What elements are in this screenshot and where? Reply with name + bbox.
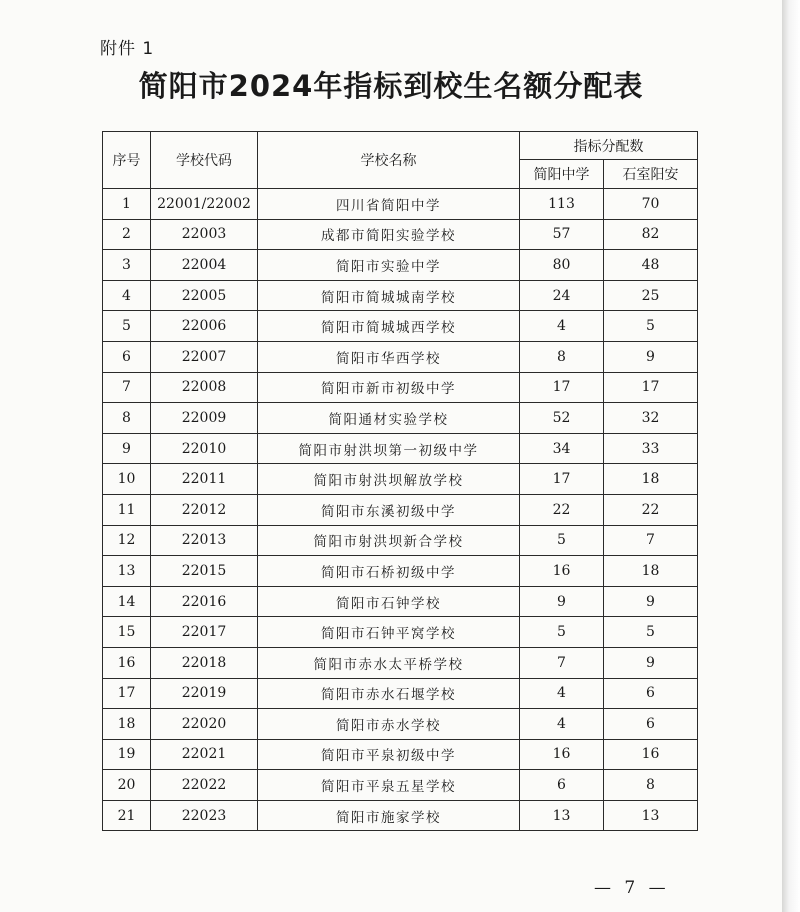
cell-school-code: 22008 — [151, 372, 258, 403]
cell-jianyang-middle: 34 — [520, 433, 604, 464]
cell-school-name: 简阳市射洪坝新合学校 — [258, 525, 520, 556]
cell-jianyang-middle: 7 — [520, 647, 604, 678]
cell-jianyang-middle: 80 — [520, 250, 604, 281]
cell-school-code: 22022 — [151, 770, 258, 801]
cell-school-code: 22004 — [151, 250, 258, 281]
cell-school-code: 22009 — [151, 403, 258, 434]
table-row — [103, 189, 698, 220]
cell-index: 2 — [103, 219, 151, 250]
cell-jianyang-middle: 57 — [520, 219, 604, 250]
cell-school-code: 22010 — [151, 433, 258, 464]
table-row — [103, 586, 698, 617]
cell-shishi-yangan: 18 — [604, 464, 698, 495]
cell-school-name: 简阳市赤水石堰学校 — [258, 678, 520, 709]
cell-jianyang-middle: 8 — [520, 341, 604, 372]
cell-jianyang-middle: 13 — [520, 800, 604, 831]
cell-school-name: 简阳市简城城西学校 — [258, 311, 520, 342]
table-row — [103, 739, 698, 770]
cell-school-name: 简阳市射洪坝解放学校 — [258, 464, 520, 495]
cell-shishi-yangan: 22 — [604, 494, 698, 525]
table-row — [103, 433, 698, 464]
header-shishi-yangan: 石室阳安 — [604, 160, 698, 189]
page-edge-shadow — [782, 0, 800, 912]
cell-shishi-yangan: 9 — [604, 586, 698, 617]
cell-jianyang-middle: 17 — [520, 372, 604, 403]
cell-shishi-yangan: 9 — [604, 341, 698, 372]
cell-shishi-yangan: 16 — [604, 739, 698, 770]
cell-shishi-yangan: 8 — [604, 770, 698, 801]
table-row — [103, 678, 698, 709]
cell-shishi-yangan: 32 — [604, 403, 698, 434]
cell-shishi-yangan: 7 — [604, 525, 698, 556]
cell-school-code: 22011 — [151, 464, 258, 495]
cell-index: 12 — [103, 525, 151, 556]
cell-school-code: 22021 — [151, 739, 258, 770]
attachment-label: 附件 1 — [100, 39, 155, 59]
page-number: — 7 — — [594, 878, 670, 898]
cell-school-name: 简阳市石钟平窝学校 — [258, 617, 520, 648]
table-row — [103, 494, 698, 525]
header-school-code: 学校代码 — [151, 132, 258, 189]
cell-school-code: 22019 — [151, 678, 258, 709]
table-row — [103, 770, 698, 801]
cell-school-name: 简阳市赤水太平桥学校 — [258, 647, 520, 678]
table-row — [103, 250, 698, 281]
cell-school-name: 四川省简阳中学 — [258, 189, 520, 220]
table-row — [103, 647, 698, 678]
cell-index: 20 — [103, 770, 151, 801]
cell-index: 9 — [103, 433, 151, 464]
cell-school-code: 22006 — [151, 311, 258, 342]
cell-school-code: 22001/22002 — [151, 189, 258, 220]
cell-jianyang-middle: 24 — [520, 280, 604, 311]
cell-school-code: 22020 — [151, 709, 258, 740]
cell-shishi-yangan: 17 — [604, 372, 698, 403]
table-row — [103, 280, 698, 311]
cell-school-name: 简阳市简城城南学校 — [258, 280, 520, 311]
cell-index: 21 — [103, 800, 151, 831]
header-allocation-group: 指标分配数 — [520, 132, 698, 160]
cell-index: 17 — [103, 678, 151, 709]
cell-jianyang-middle: 6 — [520, 770, 604, 801]
cell-school-name: 简阳市赤水学校 — [258, 709, 520, 740]
table-row — [103, 311, 698, 342]
cell-school-code: 22003 — [151, 219, 258, 250]
cell-jianyang-middle: 5 — [520, 617, 604, 648]
cell-jianyang-middle: 22 — [520, 494, 604, 525]
table-body — [103, 189, 698, 831]
cell-index: 14 — [103, 586, 151, 617]
cell-index: 10 — [103, 464, 151, 495]
cell-shishi-yangan: 13 — [604, 800, 698, 831]
cell-jianyang-middle: 113 — [520, 189, 604, 220]
cell-school-name: 成都市简阳实验学校 — [258, 219, 520, 250]
cell-jianyang-middle: 4 — [520, 709, 604, 740]
table-row — [103, 341, 698, 372]
cell-jianyang-middle: 52 — [520, 403, 604, 434]
cell-school-name: 简阳市东溪初级中学 — [258, 494, 520, 525]
cell-jianyang-middle: 9 — [520, 586, 604, 617]
table-row — [103, 556, 698, 587]
cell-index: 6 — [103, 341, 151, 372]
cell-school-code: 22017 — [151, 617, 258, 648]
allocation-table — [102, 131, 698, 831]
table-row — [103, 525, 698, 556]
cell-index: 1 — [103, 189, 151, 220]
table-row — [103, 219, 698, 250]
cell-school-code: 22005 — [151, 280, 258, 311]
cell-index: 3 — [103, 250, 151, 281]
table-row — [103, 372, 698, 403]
cell-index: 15 — [103, 617, 151, 648]
cell-index: 8 — [103, 403, 151, 434]
cell-school-code: 22012 — [151, 494, 258, 525]
cell-shishi-yangan: 9 — [604, 647, 698, 678]
cell-shishi-yangan: 6 — [604, 709, 698, 740]
cell-school-code: 22007 — [151, 341, 258, 372]
cell-school-name: 简阳市新市初级中学 — [258, 372, 520, 403]
cell-index: 19 — [103, 739, 151, 770]
cell-school-code: 22015 — [151, 556, 258, 587]
cell-index: 16 — [103, 647, 151, 678]
cell-jianyang-middle: 17 — [520, 464, 604, 495]
cell-shishi-yangan: 25 — [604, 280, 698, 311]
cell-school-name: 简阳市石钟学校 — [258, 586, 520, 617]
cell-index: 5 — [103, 311, 151, 342]
cell-shishi-yangan: 5 — [604, 617, 698, 648]
cell-shishi-yangan: 6 — [604, 678, 698, 709]
cell-index: 18 — [103, 709, 151, 740]
cell-shishi-yangan: 5 — [604, 311, 698, 342]
cell-index: 11 — [103, 494, 151, 525]
table-row — [103, 403, 698, 434]
cell-school-name: 简阳市平泉五星学校 — [258, 770, 520, 801]
cell-index: 13 — [103, 556, 151, 587]
cell-jianyang-middle: 4 — [520, 678, 604, 709]
cell-index: 7 — [103, 372, 151, 403]
cell-school-name: 简阳市石桥初级中学 — [258, 556, 520, 587]
cell-shishi-yangan: 33 — [604, 433, 698, 464]
cell-jianyang-middle: 5 — [520, 525, 604, 556]
header-jianyang-middle: 简阳中学 — [520, 160, 604, 189]
cell-school-code: 22016 — [151, 586, 258, 617]
table-row — [103, 464, 698, 495]
cell-school-code: 22023 — [151, 800, 258, 831]
cell-school-name: 简阳市施家学校 — [258, 800, 520, 831]
cell-index: 4 — [103, 280, 151, 311]
cell-jianyang-middle: 4 — [520, 311, 604, 342]
header-index: 序号 — [103, 132, 151, 189]
cell-shishi-yangan: 70 — [604, 189, 698, 220]
cell-jianyang-middle: 16 — [520, 739, 604, 770]
cell-school-name: 简阳市华西学校 — [258, 341, 520, 372]
cell-shishi-yangan: 18 — [604, 556, 698, 587]
table-row — [103, 617, 698, 648]
cell-school-name: 简阳市实验中学 — [258, 250, 520, 281]
cell-school-name: 简阳通材实验学校 — [258, 403, 520, 434]
table-row — [103, 800, 698, 831]
cell-school-name: 简阳市平泉初级中学 — [258, 739, 520, 770]
cell-shishi-yangan: 48 — [604, 250, 698, 281]
page-title: 简阳市2024年指标到校生名额分配表 — [138, 69, 644, 103]
cell-school-code: 22013 — [151, 525, 258, 556]
cell-school-code: 22018 — [151, 647, 258, 678]
cell-jianyang-middle: 16 — [520, 556, 604, 587]
cell-school-name: 简阳市射洪坝第一初级中学 — [258, 433, 520, 464]
table-row — [103, 709, 698, 740]
cell-shishi-yangan: 82 — [604, 219, 698, 250]
header-school-name: 学校名称 — [258, 132, 520, 189]
